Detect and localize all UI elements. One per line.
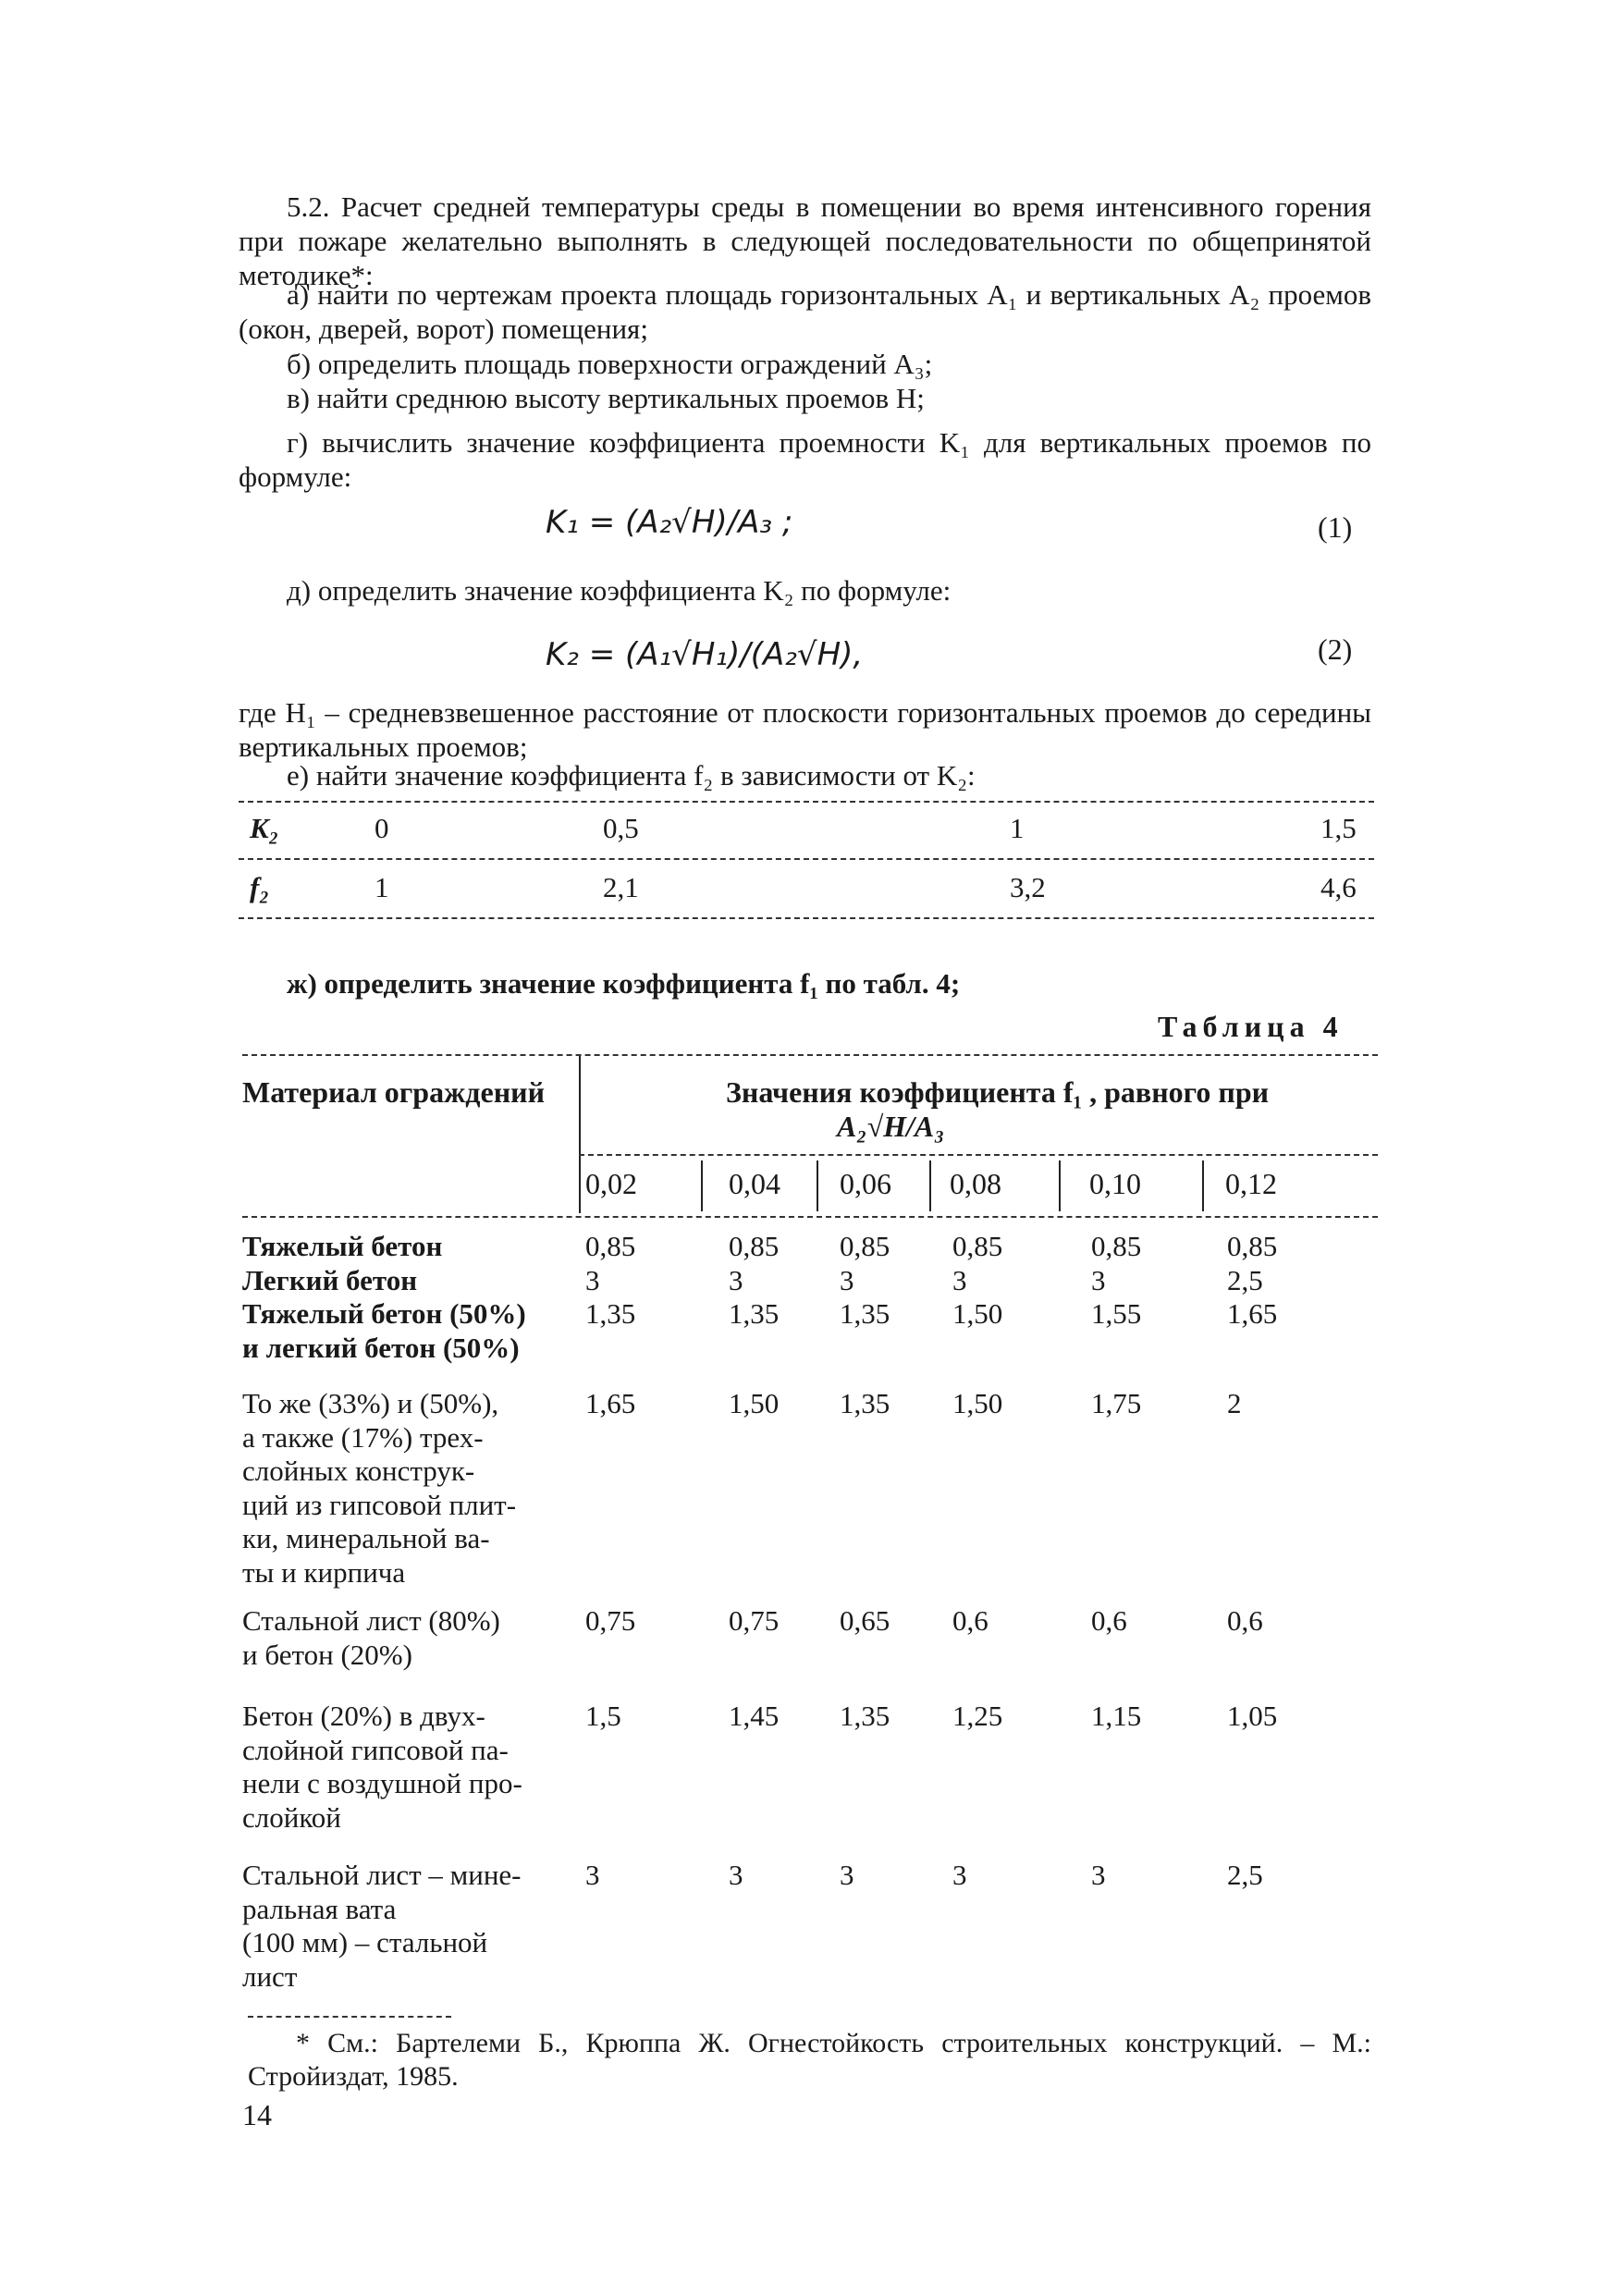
k2-value: 1,5 xyxy=(1320,812,1357,844)
step-a: а) найти по чертежам проекта площадь горизонтальных A₁ и вертикальных A₂ проемов (окон, дверей, ворот) помещения; xyxy=(239,278,1371,346)
intro-paragraph: 5.2. Расчет средней температуры среды в помещении во время интенсивного горения при пожаре желательно выполнять в следующей последовательности по общепринятой методике*: xyxy=(239,190,1371,292)
col-divider xyxy=(1202,1160,1204,1211)
table-header-bottom-rule xyxy=(242,1216,1378,1218)
step-d: д) определить значение коэффициента K₂ по формуле: xyxy=(287,574,952,607)
table-cell: 1,05 xyxy=(1227,1700,1278,1732)
col-header: 0,12 xyxy=(1225,1167,1277,1200)
table-row-material: Тяжелый бетон Легкий бетон Тяжелый бетон (50%) и легкий бетон (50%) xyxy=(242,1230,526,1364)
table-cell: 3 xyxy=(952,1859,967,1891)
col-header: 0,06 xyxy=(840,1167,891,1200)
table-cell: 0,85 3 1,35 xyxy=(585,1230,636,1331)
col-values-header: Значения коэффициента f₁ , равного при xyxy=(726,1075,1270,1109)
table-cell: 0,75 xyxy=(729,1604,780,1637)
table-cell: 0,85 3 1,50 xyxy=(952,1230,1003,1331)
k2-table-top-rule xyxy=(239,801,1374,803)
table-cell: 0,6 xyxy=(1091,1604,1127,1637)
k2-value: 0,5 xyxy=(603,812,639,844)
table-cell: 0,85 2,5 1,65 xyxy=(1227,1230,1278,1331)
table-row-material: Стальной лист – мине- ральная вата (100 мм) – стальной лист xyxy=(242,1859,522,1993)
col-header: 0,02 xyxy=(585,1167,637,1200)
table-cell: 0,85 3 1,35 xyxy=(840,1230,890,1331)
formula-2: K₂ = (A₁√H₁)/(A₂√H), xyxy=(546,636,864,673)
table-cell: 0,85 3 1,55 xyxy=(1091,1230,1142,1331)
k2-value: 1 xyxy=(1010,812,1025,844)
table-cell: 2 xyxy=(1227,1387,1242,1419)
col-divider xyxy=(701,1160,703,1211)
page-number: 14 xyxy=(242,2098,272,2131)
f2-value: 2,1 xyxy=(603,871,639,903)
table-cell: 3 xyxy=(840,1859,854,1891)
where-text: где H₁ – средневзвешенное расстояние от плоскости горизонтальных проемов до середины вертикальных проемов; xyxy=(239,696,1371,764)
table-row-material: То же (33%) и (50%), а также (17%) трех- слойных конструк- ций из гипсовой плит- ки, минеральной ва- ты и кирпича xyxy=(242,1387,517,1589)
step-b: б) определить площадь поверхности ограждений A₃; xyxy=(287,348,933,380)
table-cell: 1,35 xyxy=(840,1700,890,1732)
k2-table-bottom-rule xyxy=(239,917,1374,919)
table-cell: 1,25 xyxy=(952,1700,1003,1732)
table-cell: 1,15 xyxy=(1091,1700,1142,1732)
footnote-separator xyxy=(248,2016,451,2018)
k2-value: 0 xyxy=(375,812,389,844)
table-cell: 1,65 xyxy=(585,1387,636,1419)
table-cell: 1,45 xyxy=(729,1700,780,1732)
step-g: г) вычислить значение коэффициента проемности K₁ для вертикальных проемов по формуле: xyxy=(239,426,1371,494)
k2-table-mid-rule xyxy=(239,858,1374,860)
table-cell: 1,75 xyxy=(1091,1387,1142,1419)
f2-value: 4,6 xyxy=(1320,871,1357,903)
col-divider xyxy=(817,1160,818,1211)
table-cell: 3 xyxy=(1091,1859,1106,1891)
f2-label: f₂ xyxy=(250,871,270,903)
col-values-header-formula: A₂√H/A₃ xyxy=(837,1110,945,1143)
col-header: 0,08 xyxy=(950,1167,1001,1200)
formula-2-number: (2) xyxy=(1318,632,1353,666)
col-divider xyxy=(929,1160,931,1211)
table-cell: 1,50 xyxy=(952,1387,1003,1419)
step-v: в) найти среднюю высоту вертикальных проемов H; xyxy=(287,382,925,414)
table-cell: 0,75 xyxy=(585,1604,636,1637)
table-cell: 0,65 xyxy=(840,1604,890,1637)
table-cell: 1,50 xyxy=(729,1387,780,1419)
step-e: е) найти значение коэффициента f₂ в зависимости от K₂: xyxy=(287,759,976,792)
table-caption: Таблица 4 xyxy=(1158,1010,1344,1043)
col-header: 0,10 xyxy=(1089,1167,1141,1200)
table-top-rule xyxy=(242,1054,1378,1056)
table-cell: 0,6 xyxy=(1227,1604,1263,1637)
k2-label: K₂ xyxy=(250,812,279,844)
table-cell: 3 xyxy=(729,1859,743,1891)
table-cell: 0,6 xyxy=(952,1604,989,1637)
col-divider xyxy=(1059,1160,1061,1211)
table-cell: 0,85 3 1,35 xyxy=(729,1230,780,1331)
table-cell: 3 xyxy=(585,1859,600,1891)
table-subheader-rule xyxy=(579,1154,1378,1156)
table-cell: 2,5 xyxy=(1227,1859,1263,1891)
col-header: 0,04 xyxy=(729,1167,780,1200)
table-cell: 1,5 xyxy=(585,1700,621,1732)
table-cell: 1,35 xyxy=(840,1387,890,1419)
f2-value: 1 xyxy=(375,871,389,903)
formula-1: K₁ = (A₂√H)/A₃ ; xyxy=(546,504,793,541)
table-row-material: Бетон (20%) в двух- слойной гипсовой па- нели с воздушной про- слойкой xyxy=(242,1700,522,1834)
step-zh: ж) определить значение коэффициента f₁ по табл. 4; xyxy=(287,967,961,1000)
table-row-material: Стальной лист (80%) и бетон (20%) xyxy=(242,1604,500,1671)
table-header-divider xyxy=(579,1056,581,1213)
formula-1-number: (1) xyxy=(1318,510,1353,544)
f2-value: 3,2 xyxy=(1010,871,1046,903)
col-material-header: Материал ограждений xyxy=(242,1075,545,1109)
footnote: * См.: Бартелеми Б., Крюппа Ж. Огнестойкость строительных конструкций. – М.: Стройиздат, 1985. xyxy=(248,2028,1371,2092)
